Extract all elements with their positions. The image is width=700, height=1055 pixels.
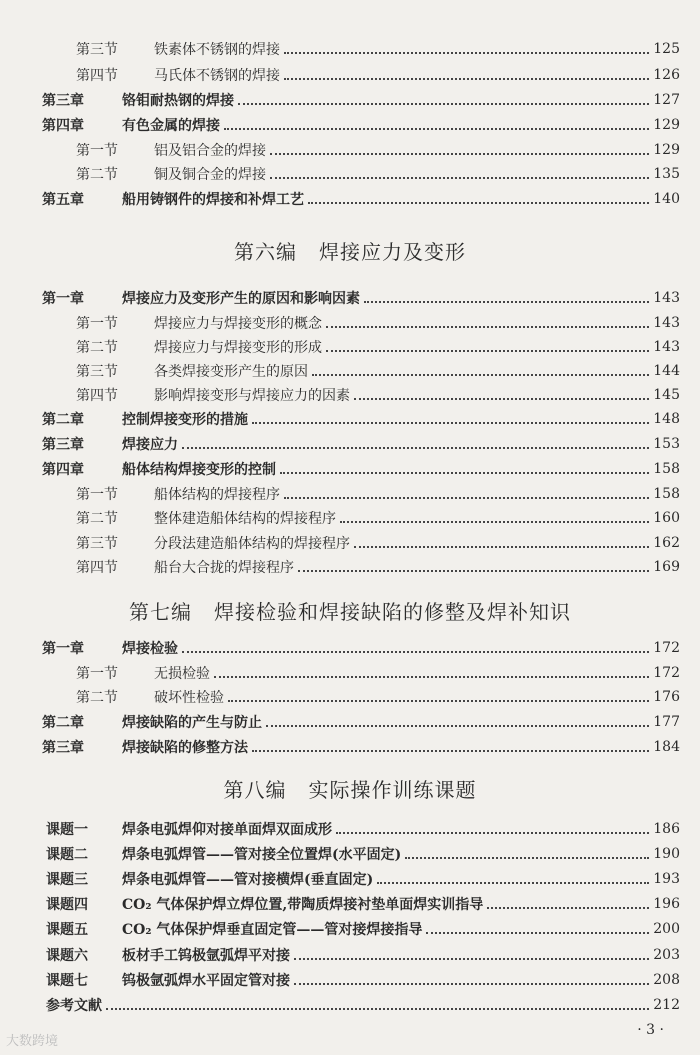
entry-title: 焊条电弧焊仰对接单面焊双面成形 [122,822,332,838]
dot-leader [280,458,649,474]
entry-page: 190 [653,846,680,862]
entry-number: 课题四 [46,897,88,913]
toc-entry [42,408,680,430]
dot-leader [182,637,649,653]
entry-title: 钨极氩弧焊水平固定管对接 [122,973,290,989]
part-number: 第六编 [234,240,297,264]
entry-number: 第一节 [76,316,118,332]
entry-title: 焊条电弧焊管——管对接全位置焊(水平固定) [122,847,402,863]
entry-page: 162 [653,535,680,551]
entry-page: 184 [653,739,680,755]
dot-leader [487,893,649,909]
entry-number: 第四节 [76,560,118,576]
toc-entry [42,711,680,733]
entry-page: 143 [653,339,680,355]
entry-number: 第三节 [76,364,118,380]
part-heading [0,596,700,625]
toc-entry [76,686,680,708]
entry-number: 第三章 [42,93,84,109]
entry-number: 第一章 [42,641,84,657]
dot-leader [238,89,649,105]
toc-entry-references [46,994,680,1016]
dot-leader [354,532,649,548]
toc-entry [42,89,680,111]
entry-page: 127 [653,92,680,108]
dot-leader [294,944,649,960]
part-heading [0,236,700,265]
entry-number: 第五章 [42,192,84,208]
toc-entry [46,868,680,890]
entry-number: 第三节 [76,42,118,58]
entry-number: 课题二 [46,847,88,863]
entry-title: 焊接缺陷的产生与防止 [122,715,262,731]
dot-leader [340,507,649,523]
dot-leader [224,114,649,130]
toc-entry [46,893,680,915]
dot-leader [377,868,649,884]
entry-page: 140 [653,191,680,207]
toc-entry [46,843,680,865]
dot-leader [326,312,649,328]
entry-number: 第一章 [42,291,84,307]
toc-entry [76,64,680,86]
entry-title: CO₂ 气体保护焊垂直固定管——管对接焊接指导 [122,922,423,938]
dot-leader [214,662,649,678]
entry-number: 课题一 [46,822,88,838]
entry-number: 课题七 [46,973,88,989]
entry-number: 第二节 [76,167,118,183]
toc-entry [46,918,680,940]
toc-entry [76,556,680,578]
entry-title: 控制焊接变形的措施 [122,412,248,428]
toc-entry [46,818,680,840]
entry-title: 无损检验 [154,666,210,682]
entry-page: 126 [653,67,680,83]
entry-title: 铜及铜合金的焊接 [154,167,266,183]
entry-title: 焊接缺陷的修整方法 [122,740,248,756]
dot-leader [298,556,649,572]
entry-title: 焊接应力及变形产生的原因和影响因素 [122,291,360,307]
toc-entry [42,114,680,136]
entry-title: 船台大合拢的焊接程序 [154,560,294,576]
entry-number: 第二节 [76,511,118,527]
dot-leader [354,384,649,400]
dot-leader [252,408,649,424]
entry-page: 196 [653,896,680,912]
entry-page: 158 [653,486,680,502]
toc-entry [76,662,680,684]
entry-title: 焊接检验 [122,641,178,657]
toc-entry [42,637,680,659]
entry-title: 铁素体不锈钢的焊接 [154,42,280,58]
entry-page: 203 [653,947,680,963]
entry-page: 125 [653,41,680,57]
entry-title: 铝及铝合金的焊接 [154,143,266,159]
entry-title: CO₂ 气体保护焊立焊位置,带陶质焊接衬垫单面焊实训指导 [122,897,484,913]
dot-leader [326,336,649,352]
entry-number: 第一节 [76,143,118,159]
dot-leader [228,686,649,702]
part-title: 实际操作训练课题 [308,778,477,802]
toc-entry [76,139,680,161]
entry-page: 135 [653,166,680,182]
entry-page: 129 [653,117,680,133]
dot-leader [294,969,649,985]
entry-page: 145 [653,387,680,403]
toc-entry [76,38,680,60]
entry-number: 第一节 [76,487,118,503]
watermark: 大数跨境 [6,1034,59,1049]
entry-title: 各类焊接变形产生的原因 [154,364,308,380]
dot-leader [284,64,649,80]
entry-page: 212 [653,997,680,1013]
page-number: · 3 · [637,1022,664,1038]
entry-number: 第二节 [76,690,118,706]
toc-entry [76,483,680,505]
dot-leader [266,711,649,727]
dot-leader [364,287,649,303]
part-title: 焊接应力及变形 [319,240,466,264]
dot-leader [106,994,649,1010]
entry-title: 焊接应力与焊接变形的概念 [154,316,322,332]
dot-leader [270,163,649,179]
dot-leader [308,188,649,204]
entry-title: 船体结构焊接变形的控制 [122,462,276,478]
entry-page: 169 [653,559,680,575]
toc-entry [42,287,680,309]
part-title: 焊接检验和焊接缺陷的修整及焊补知识 [214,600,571,624]
dot-leader [270,139,649,155]
part-number: 第七编 [129,600,192,624]
entry-title: 分段法建造船体结构的焊接程序 [154,536,350,552]
entry-number: 第三章 [42,437,84,453]
toc-entry [76,336,680,358]
entry-title: 参考文献 [46,998,102,1014]
entry-title: 焊条电弧焊管——管对接横焊(垂直固定) [122,872,374,888]
entry-title: 破坏性检验 [154,690,224,706]
entry-page: 160 [653,510,680,526]
toc-entry [76,312,680,334]
entry-number: 课题五 [46,922,88,938]
entry-page: 177 [653,714,680,730]
part-heading [0,774,700,803]
entry-number: 第四节 [76,388,118,404]
entry-number: 第二节 [76,340,118,356]
entry-page: 172 [653,665,680,681]
dot-leader [252,736,649,752]
toc-entry [42,433,680,455]
entry-page: 143 [653,315,680,331]
entry-number: 第三章 [42,740,84,756]
toc-entry [46,944,680,966]
entry-number: 第四章 [42,462,84,478]
toc-entry [76,532,680,554]
entry-page: 176 [653,689,680,705]
entry-number: 第二章 [42,412,84,428]
toc-entry [42,458,680,480]
entry-page: 153 [653,436,680,452]
entry-title: 船体结构的焊接程序 [154,487,280,503]
entry-page: 208 [653,972,680,988]
entry-title: 焊接应力 [122,437,178,453]
entry-title: 铬钼耐热钢的焊接 [122,93,234,109]
toc-entry [46,969,680,991]
entry-page: 186 [653,821,680,837]
entry-title: 板材手工钨极氩弧焊平对接 [122,948,290,964]
entry-title: 整体建造船体结构的焊接程序 [154,511,336,527]
entry-title: 焊接应力与焊接变形的形成 [154,340,322,356]
entry-title: 马氏体不锈钢的焊接 [154,68,280,84]
entry-number: 第三节 [76,536,118,552]
entry-page: 158 [653,461,680,477]
entry-number: 课题三 [46,872,88,888]
dot-leader [312,360,649,376]
dot-leader [284,483,649,499]
entry-title: 船用铸钢件的焊接和补焊工艺 [122,192,304,208]
toc-entry [42,188,680,210]
entry-number: 第二章 [42,715,84,731]
entry-title: 有色金属的焊接 [122,118,220,134]
dot-leader [405,843,649,859]
entry-page: 172 [653,640,680,656]
toc-entry [76,360,680,382]
part-number: 第八编 [223,778,287,802]
entry-page: 143 [653,290,680,306]
entry-number: 课题六 [46,948,88,964]
dot-leader [336,818,649,834]
entry-page: 148 [653,411,680,427]
entry-number: 第一节 [76,666,118,682]
dot-leader [284,38,649,54]
entry-page: 144 [653,363,680,379]
dot-leader [426,918,649,934]
toc-entry [76,507,680,529]
entry-title: 影响焊接变形与焊接应力的因素 [154,388,350,404]
entry-page: 129 [653,142,680,158]
dot-leader [182,433,649,449]
toc-entry [76,163,680,185]
entry-number: 第四节 [76,68,118,84]
toc-entry [76,384,680,406]
toc-entry [42,736,680,758]
entry-number: 第四章 [42,118,84,134]
entry-page: 193 [653,871,680,887]
entry-page: 200 [653,921,680,937]
